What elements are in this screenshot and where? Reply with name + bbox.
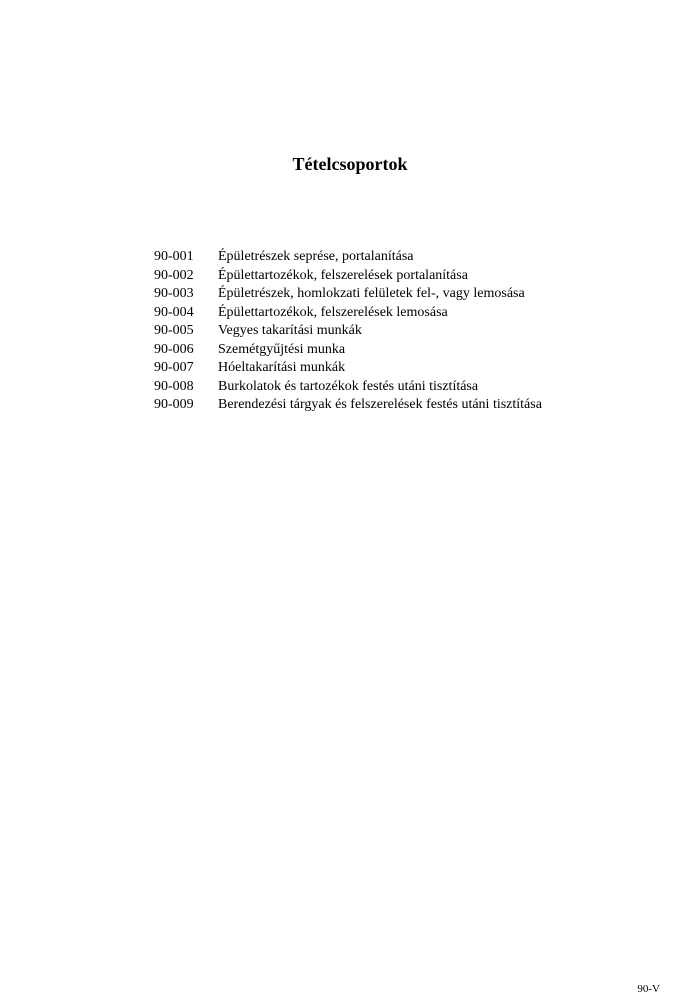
group-code: 90-007: [154, 360, 194, 376]
group-name: Épületrészek seprése, portalanítása: [218, 249, 414, 265]
list-item: [154, 322, 542, 341]
page-number: 90-V: [637, 983, 660, 995]
group-name: Vegyes takarítási munkák: [218, 323, 362, 339]
item-group-list: [154, 248, 542, 415]
group-name: Burkolatok és tartozékok festés utáni tisztítása: [218, 378, 479, 394]
list-item: [154, 248, 542, 267]
group-code: 90-003: [154, 286, 194, 302]
list-item: [154, 359, 542, 378]
group-name: Épülettartozékok, felszerelések lemosása: [218, 304, 448, 320]
group-code: 90-004: [154, 304, 194, 320]
list-item: [154, 341, 542, 360]
page-title: Tételcsoportok: [292, 154, 408, 174]
group-name: Épülettartozékok, felszerelések portalanítása: [218, 267, 468, 283]
list-item: [154, 378, 542, 397]
group-code: 90-001: [154, 249, 194, 265]
list-item: [154, 304, 542, 323]
group-name: Épületrészek, homlokzati felületek fel-, vagy lemosása: [218, 286, 525, 302]
group-name: Berendezési tárgyak és felszerelések festés utáni tisztítása: [218, 397, 542, 413]
group-code: 90-006: [154, 341, 194, 357]
list-item: [154, 267, 542, 286]
group-name: Szemétgyűjtési munka: [218, 341, 346, 357]
list-item: [154, 285, 542, 304]
group-name: Hóeltakarítási munkák: [218, 360, 346, 376]
group-code: 90-009: [154, 397, 194, 413]
group-code: 90-002: [154, 267, 194, 283]
group-code: 90-005: [154, 323, 194, 339]
group-code: 90-008: [154, 378, 194, 394]
list-item: [154, 396, 542, 415]
